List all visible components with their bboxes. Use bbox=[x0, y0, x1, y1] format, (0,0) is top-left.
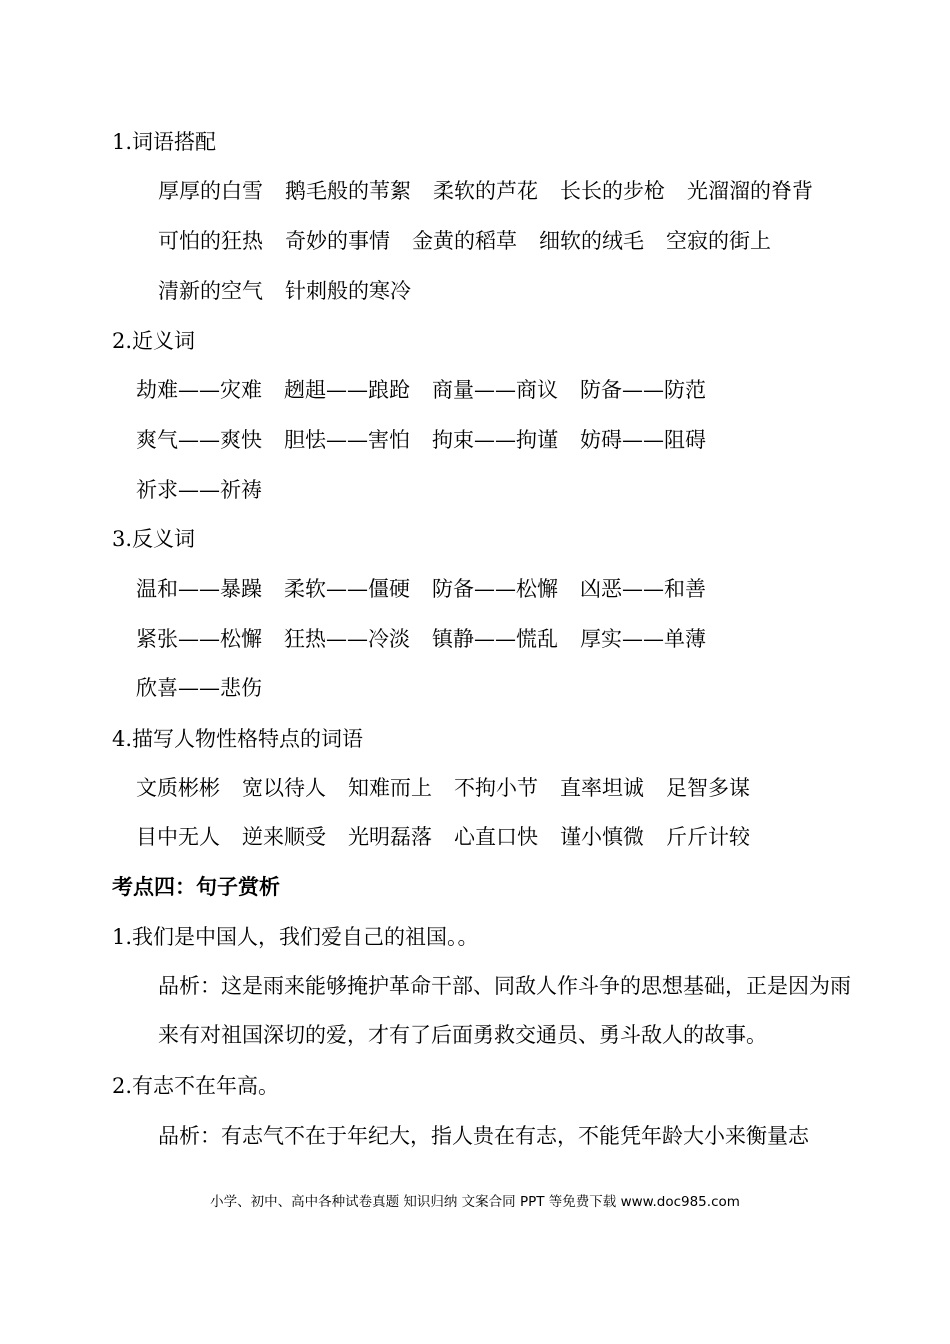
character-word: 文质彬彬 bbox=[136, 776, 220, 800]
sentence-1: 1.我们是中国人，我们爱自己的祖国。。 bbox=[112, 925, 479, 949]
section-title-synonyms: 2.近义词 bbox=[112, 329, 196, 353]
character-word: 足智多谋 bbox=[666, 776, 750, 800]
character-row-2 bbox=[136, 822, 750, 852]
antonym-pair: 紧张——松懈 bbox=[136, 627, 262, 651]
sentence-2: 2.有志不在年高。 bbox=[112, 1074, 280, 1098]
antonym-pair: 狂热——冷淡 bbox=[284, 627, 410, 651]
synonym-pair: 爽气——爽快 bbox=[136, 428, 262, 452]
collocation-word: 鹅毛般的苇絮 bbox=[285, 179, 411, 203]
character-word: 谨小慎微 bbox=[560, 825, 644, 849]
character-word: 逆来顺受 bbox=[242, 825, 326, 849]
antonym-pair: 温和——暴躁 bbox=[136, 577, 262, 601]
collocation-word: 针刺般的寒冷 bbox=[285, 279, 411, 303]
collocation-row-3 bbox=[158, 276, 411, 306]
character-word: 知难而上 bbox=[348, 776, 432, 800]
antonyms-row-3 bbox=[136, 673, 262, 703]
analysis-1 bbox=[112, 962, 852, 1060]
synonym-pair: 胆怯——害怕 bbox=[284, 428, 410, 452]
section-title-antonyms: 3.反义词 bbox=[112, 527, 196, 551]
collocation-word: 可怕的狂热 bbox=[158, 229, 263, 253]
character-word: 不拘小节 bbox=[454, 776, 538, 800]
character-word: 心直口快 bbox=[454, 825, 538, 849]
collocation-word: 光溜溜的脊背 bbox=[687, 179, 813, 203]
antonym-pair: 防备——松懈 bbox=[432, 577, 558, 601]
synonym-pair: 妨碍——阻碍 bbox=[580, 428, 706, 452]
synonym-pair: 拘束——拘谨 bbox=[432, 428, 558, 452]
page-footer: 小学、初中、高中各种试卷真题 知识归纳 文案合同 PPT 等免费下载 www.doc985.com bbox=[210, 1194, 740, 1210]
synonym-pair: 祈求——祈祷 bbox=[136, 478, 262, 502]
section-title-collocation: 1.词语搭配 bbox=[112, 130, 217, 154]
synonym-pair: 趔趄——踉跄 bbox=[284, 378, 410, 402]
character-word: 斤斤计较 bbox=[666, 825, 750, 849]
character-word: 目中无人 bbox=[136, 825, 220, 849]
collocation-word: 细软的绒毛 bbox=[539, 229, 644, 253]
character-word: 宽以待人 bbox=[242, 776, 326, 800]
antonyms-row-2 bbox=[136, 624, 706, 654]
analysis-2 bbox=[112, 1112, 852, 1161]
synonym-pair: 商量——商议 bbox=[432, 378, 558, 402]
collocation-row-1 bbox=[158, 176, 813, 206]
character-word: 直率坦诚 bbox=[560, 776, 644, 800]
character-row-1 bbox=[136, 773, 750, 803]
antonym-pair: 厚实——单薄 bbox=[580, 627, 706, 651]
collocation-word: 柔软的芦花 bbox=[433, 179, 538, 203]
synonym-pair: 劫难——灾难 bbox=[136, 378, 262, 402]
kaodian-title: 考点四：句子赏析 bbox=[112, 875, 280, 899]
collocation-word: 奇妙的事情 bbox=[285, 229, 390, 253]
analysis-1-text: 品析：这是雨来能够掩护革命干部、同敌人作斗争的思想基础，正是因为雨来有对祖国深切的爱，才有了后面勇救交通员、勇斗敌人的故事。 bbox=[158, 974, 851, 1047]
section-title-character: 4.描写人物性格特点的词语 bbox=[112, 727, 364, 751]
collocation-word: 清新的空气 bbox=[158, 279, 263, 303]
antonym-pair: 镇静——慌乱 bbox=[432, 627, 558, 651]
character-word: 光明磊落 bbox=[348, 825, 432, 849]
antonyms-row-1 bbox=[136, 574, 706, 604]
collocation-word: 长长的步枪 bbox=[560, 179, 665, 203]
synonyms-row-2 bbox=[136, 425, 706, 455]
synonyms-row-3 bbox=[136, 475, 262, 505]
synonym-pair: 防备——防范 bbox=[580, 378, 706, 402]
antonym-pair: 凶恶——和善 bbox=[580, 577, 706, 601]
collocation-row-2 bbox=[158, 226, 771, 256]
antonym-pair: 柔软——僵硬 bbox=[284, 577, 410, 601]
collocation-word: 空寂的街上 bbox=[666, 229, 771, 253]
collocation-word: 金黄的稻草 bbox=[412, 229, 517, 253]
collocation-word: 厚厚的白雪 bbox=[158, 179, 263, 203]
synonyms-row-1 bbox=[136, 375, 706, 405]
analysis-2-text: 品析：有志气不在于年纪大，指人贵在有志，不能凭年龄大小来衡量志 bbox=[158, 1124, 809, 1148]
antonym-pair: 欣喜——悲伤 bbox=[136, 676, 262, 700]
